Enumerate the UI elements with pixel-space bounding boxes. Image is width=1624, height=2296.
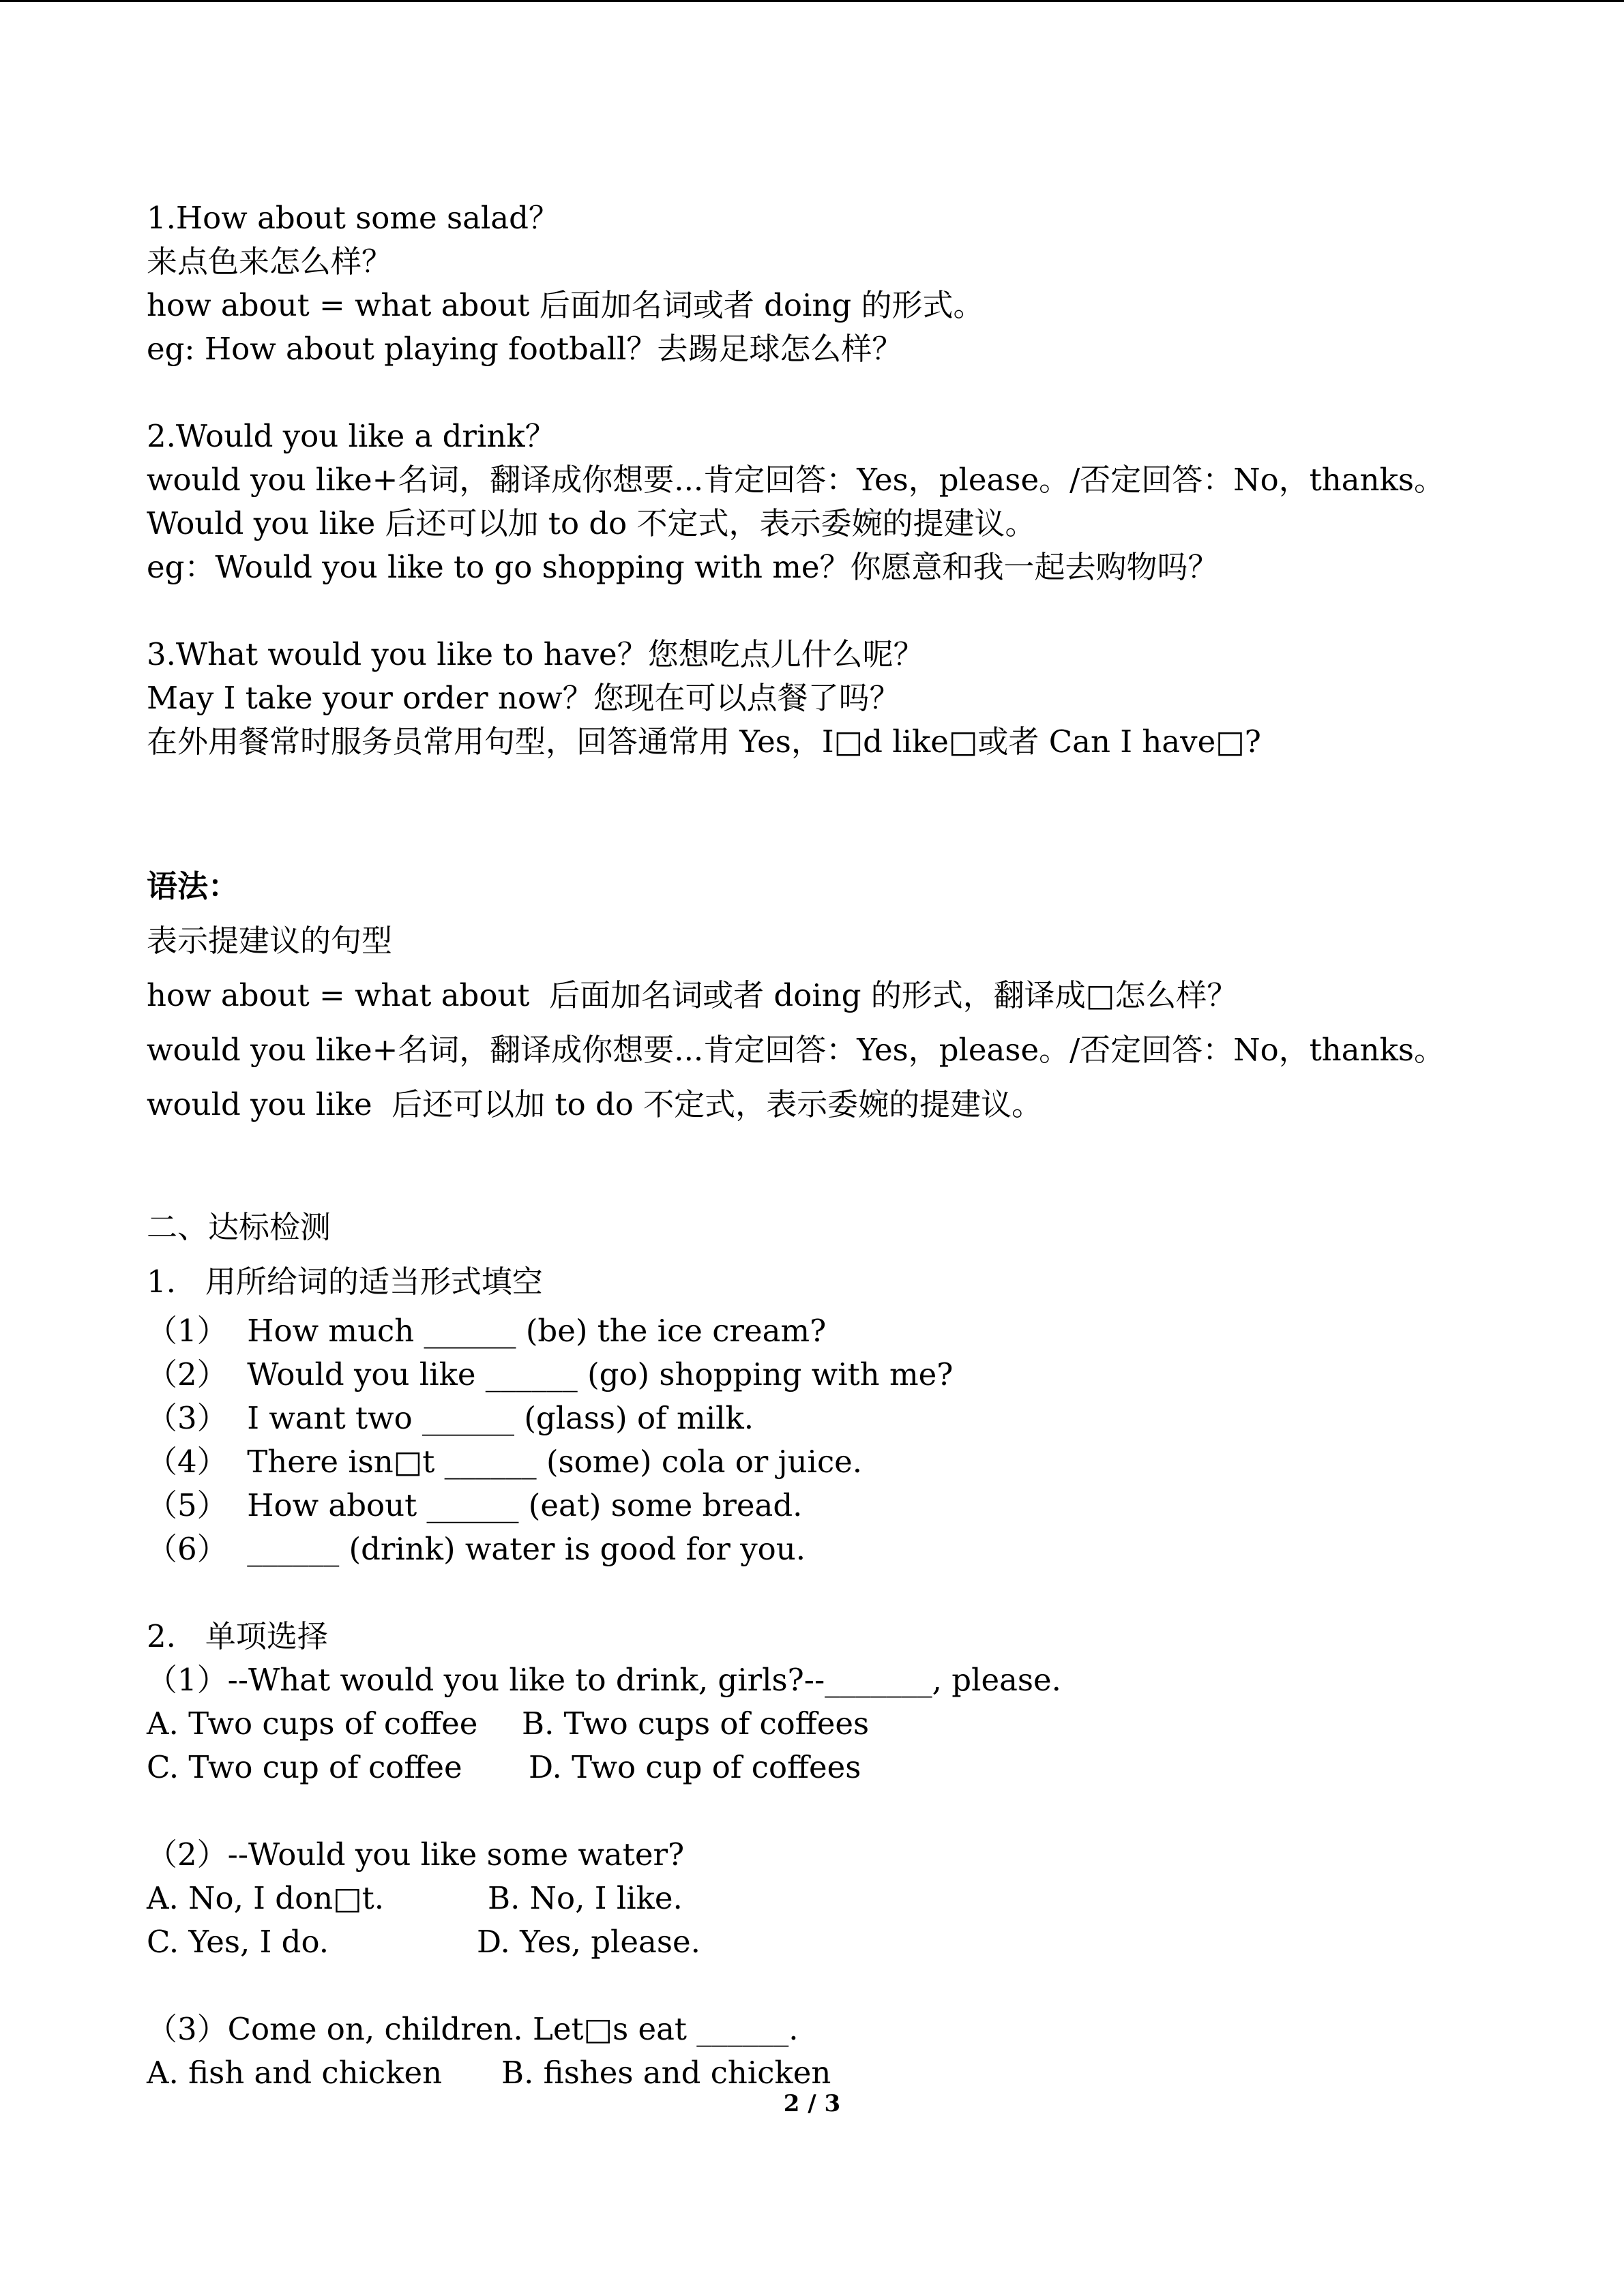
q1-option-c: C. Two cup of coffee [147,1749,462,1785]
s1-line-3: how about = what about 后面加名词或者 doing 的形式。 [147,287,984,323]
q2-options-row-1 [147,1877,1483,1920]
fill-item: （3） I want two ______ (glass) of milk. [147,1400,754,1436]
s2-line-1: 2.Would you like a drink？ [147,418,556,454]
q2-stem: （2）--Would you like some water? [147,1836,685,1873]
s2-line-3: Would you like 后还可以加 to do 不定式，表示委婉的提建议。 [147,505,1036,541]
s1-line-2: 来点色来怎么样？ [147,243,393,280]
grammar-line-2: would you like+名词，翻译成你想要...肯定回答：Yes，please。/否定回答：No，thanks。 [147,1032,1445,1068]
s2-line-4: eg：Would you like to go shopping with me？你愿意和我一起去购物吗？ [147,549,1219,585]
grammar-subheading: 表示提建议的句型 [147,923,393,959]
top-border-line [0,0,1624,2]
exercise-heading: 二、达标检测 [147,1209,331,1245]
q2-option-b: B. No, I like. [488,1880,683,1916]
s1-line-1: 1.How about some salad？ [147,200,559,236]
q1-option-b: B. Two cups of coffees [522,1705,870,1742]
fill-blank-title: 1. 用所给词的适当形式填空 [147,1264,543,1300]
grammar-line-1: how about = what about 后面加名词或者 doing 的形式，翻译成□怎么样？ [147,977,1238,1013]
s3-line-1: 3.What would you like to have？您想吃点儿什么呢？ [147,636,924,672]
q3-option-a: A. fish and chicken [147,2055,443,2091]
q2-options-row-2 [147,1920,1483,1964]
fill-item: （4） There isn□t ______ (some) cola or juice. [147,1444,863,1480]
q1-option-a: A. Two cups of coffee [147,1705,478,1742]
fill-item: （6） ______ (drink) water is good for you. [147,1531,806,1567]
q1-options-row-2 [147,1746,1483,1789]
q1-stem: （1）--What would you like to drink, girls?--_______, please. [147,1662,1061,1698]
q1-options-row-1 [147,1702,1483,1746]
grammar-line-3: would you like 后还可以加 to do 不定式，表示委婉的提建议。 [147,1086,1043,1122]
q2-option-c: C. Yes, I do. [147,1924,329,1960]
q3-stem: （3）Come on, children. Let□s eat ______. [147,2011,799,2047]
choice-title: 2. 单项选择 [147,1618,328,1654]
s2-line-2: would you like+名词，翻译成你想要...肯定回答：Yes，please。/否定回答：No，thanks。 [147,462,1445,498]
fill-item: （5） How about ______ (eat) some bread. [147,1487,803,1523]
fill-item: （2） Would you like ______ (go) shopping with me? [147,1356,954,1392]
q2-option-d: D. Yes, please. [477,1924,700,1960]
q2-option-a: A. No, I don□t. [147,1880,385,1916]
s3-line-3: 在外用餐常时服务员常用句型，回答通常用 Yes，I□d like□或者 Can I have□? [147,724,1261,760]
s3-line-2: May I take your order now？您现在可以点餐了吗？ [147,680,900,716]
q1-option-d: D. Two cup of coffees [529,1749,861,1785]
document-page [147,196,1483,2095]
s1-line-4: eg: How about playing football？去踢足球怎么样？ [147,331,903,367]
fill-item: （1） How much ______ (be) the ice cream? [147,1313,827,1349]
grammar-heading: 语法： [147,868,239,904]
q3-option-b: B. fishes and chicken [501,2055,831,2091]
page-number: 2 / 3 [783,2090,841,2117]
